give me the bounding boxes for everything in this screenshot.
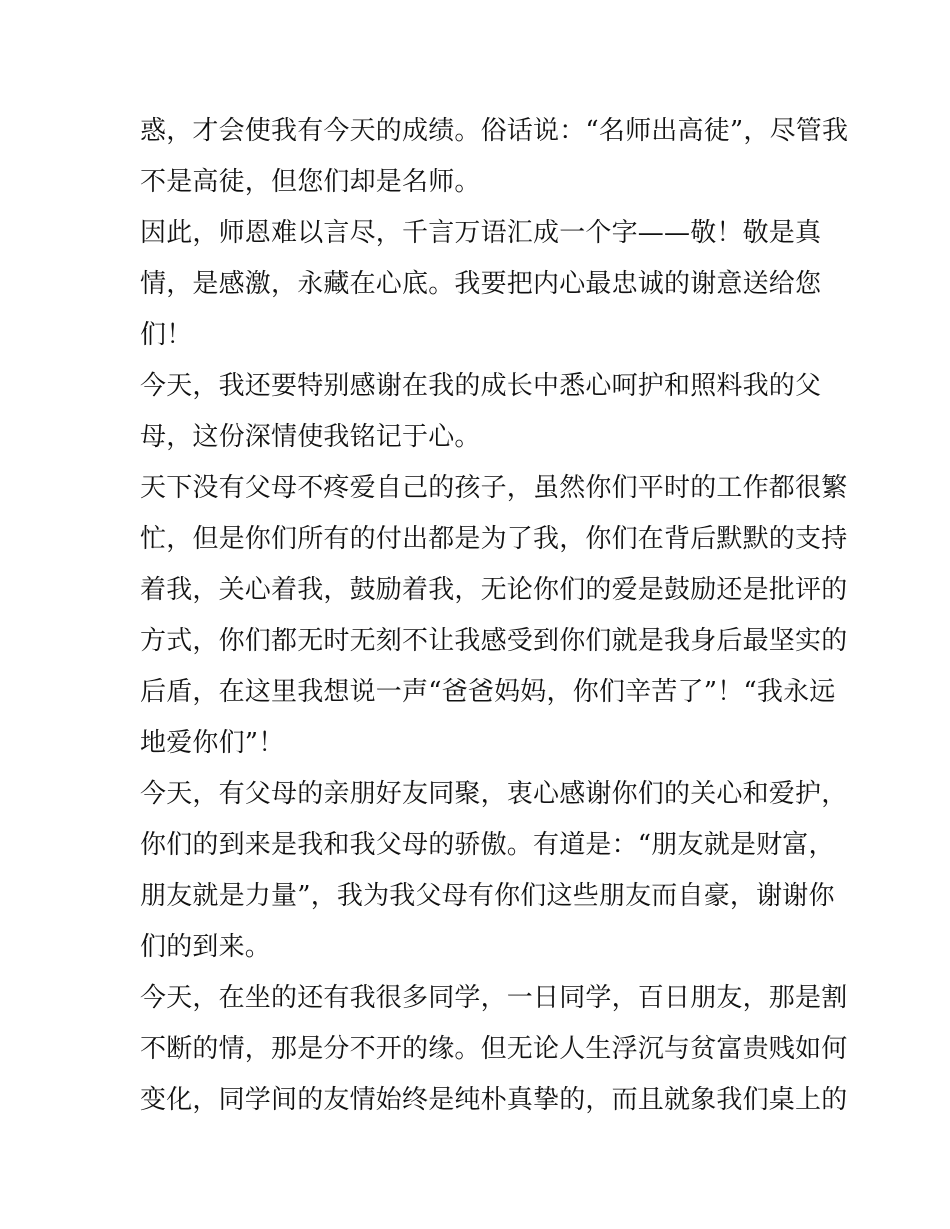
text-line: 你们的到来是我和我父母的骄傲。有道是：“朋友就是财富， bbox=[140, 830, 835, 860]
text-line: 不是高徒，但您们却是名师。 bbox=[140, 167, 481, 197]
text-line: 天下没有父母不疼爱自己的孩子，虽然你们平时的工作都很繁 bbox=[140, 473, 848, 503]
text-line: 母，这份深情使我铭记于心。 bbox=[140, 422, 481, 452]
text-line: 今天，有父母的亲朋好友同聚，衷心感谢你们的关心和爱护， bbox=[140, 779, 848, 809]
body-text bbox=[140, 106, 849, 1126]
text-line: 方式，你们都无时无刻不让我感受到你们就是我身后最坚实的 bbox=[140, 626, 848, 656]
text-line: 朋友就是力量”，我为我父母有你们这些朋友而自豪，谢谢你 bbox=[140, 881, 835, 911]
text-line: 着我，关心着我，鼓励着我，无论你们的爱是鼓励还是批评的 bbox=[140, 575, 848, 605]
text-line: 情，是感激，永藏在心底。我要把内心最忠诚的谢意送给您 bbox=[140, 269, 822, 299]
text-line: 忙，但是你们所有的付出都是为了我，你们在背后默默的支持 bbox=[140, 524, 848, 554]
text-line: 后盾，在这里我想说一声“爸爸妈妈，你们辛苦了”！“我永远 bbox=[140, 677, 836, 707]
text-line: 们！ bbox=[140, 320, 193, 350]
text-line: 今天，我还要特别感谢在我的成长中悉心呵护和照料我的父 bbox=[140, 371, 822, 401]
text-line: 变化，同学间的友情始终是纯朴真挚的，而且就象我们桌上的 bbox=[140, 1085, 848, 1115]
text-line: 惑，才会使我有今天的成绩。俗话说：“名师出高徒”，尽管我 bbox=[140, 116, 849, 146]
text-line: 今天，在坐的还有我很多同学，一日同学，百日朋友，那是割 bbox=[140, 983, 848, 1013]
text-line: 们的到来。 bbox=[140, 932, 272, 962]
text-line: 地爱你们”！ bbox=[140, 728, 285, 758]
text-line: 不断的情，那是分不开的缘。但无论人生浮沉与贫富贵贱如何 bbox=[140, 1034, 848, 1064]
text-line: 因此，师恩难以言尽，千言万语汇成一个字——敬！敬是真 bbox=[140, 218, 822, 248]
